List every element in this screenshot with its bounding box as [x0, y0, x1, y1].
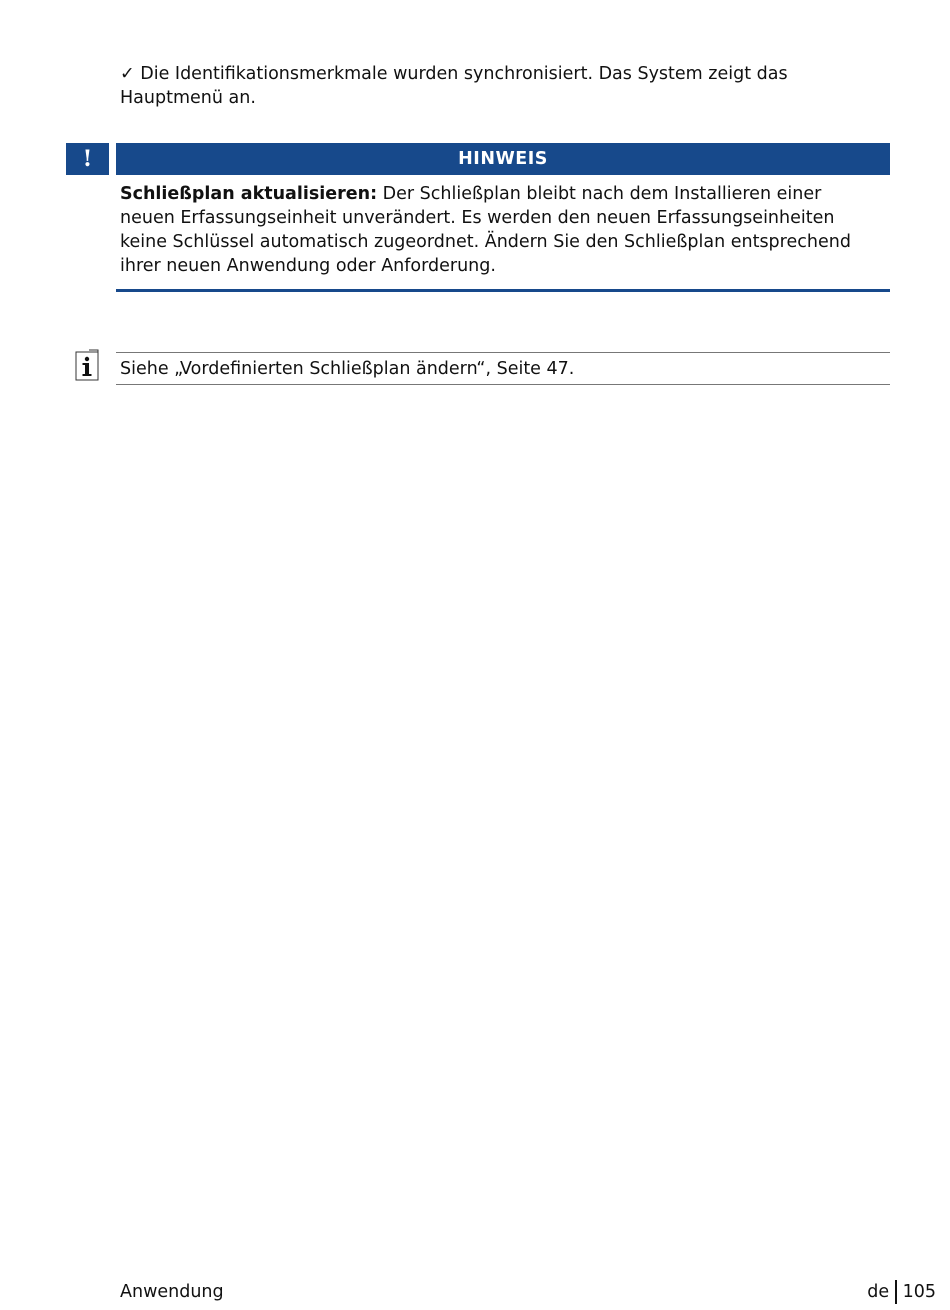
notice-divider	[116, 289, 890, 292]
info-divider-bottom	[116, 384, 890, 385]
notice-heading: HINWEIS	[116, 143, 890, 175]
result-text: Die Identifikationsmerkmale wurden synchronisiert. Das System zeigt das Hauptmenü an.	[120, 64, 788, 108]
footer-page-info	[867, 1280, 936, 1304]
check-icon: ✓	[120, 64, 135, 84]
footer-section: Anwendung	[120, 1282, 224, 1302]
notice-text: Der Schließplan bleibt nach dem Installieren einer neuen Erfassungseinheit unverändert. Es werden den neuen Erfassungseinheiten keine Schlüssel automatisch zugeordnet. Ändern Sie den Schließplan entsprechend ihrer neuen Anwendung oder Anforderung.	[120, 184, 851, 276]
exclamation-icon: !	[66, 143, 109, 175]
info-reference: Siehe „Vordefinierten Schließplan ändern“, Seite 47.	[120, 359, 575, 379]
footer-page-number: 105	[902, 1282, 936, 1302]
info-icon	[75, 349, 99, 381]
info-divider-top	[116, 352, 890, 353]
notice-bold-lead: Schließplan aktualisieren:	[120, 184, 378, 204]
footer-language: de	[867, 1282, 890, 1302]
notice-body	[120, 182, 880, 278]
result-step	[120, 62, 860, 110]
footer-separator	[895, 1280, 897, 1304]
